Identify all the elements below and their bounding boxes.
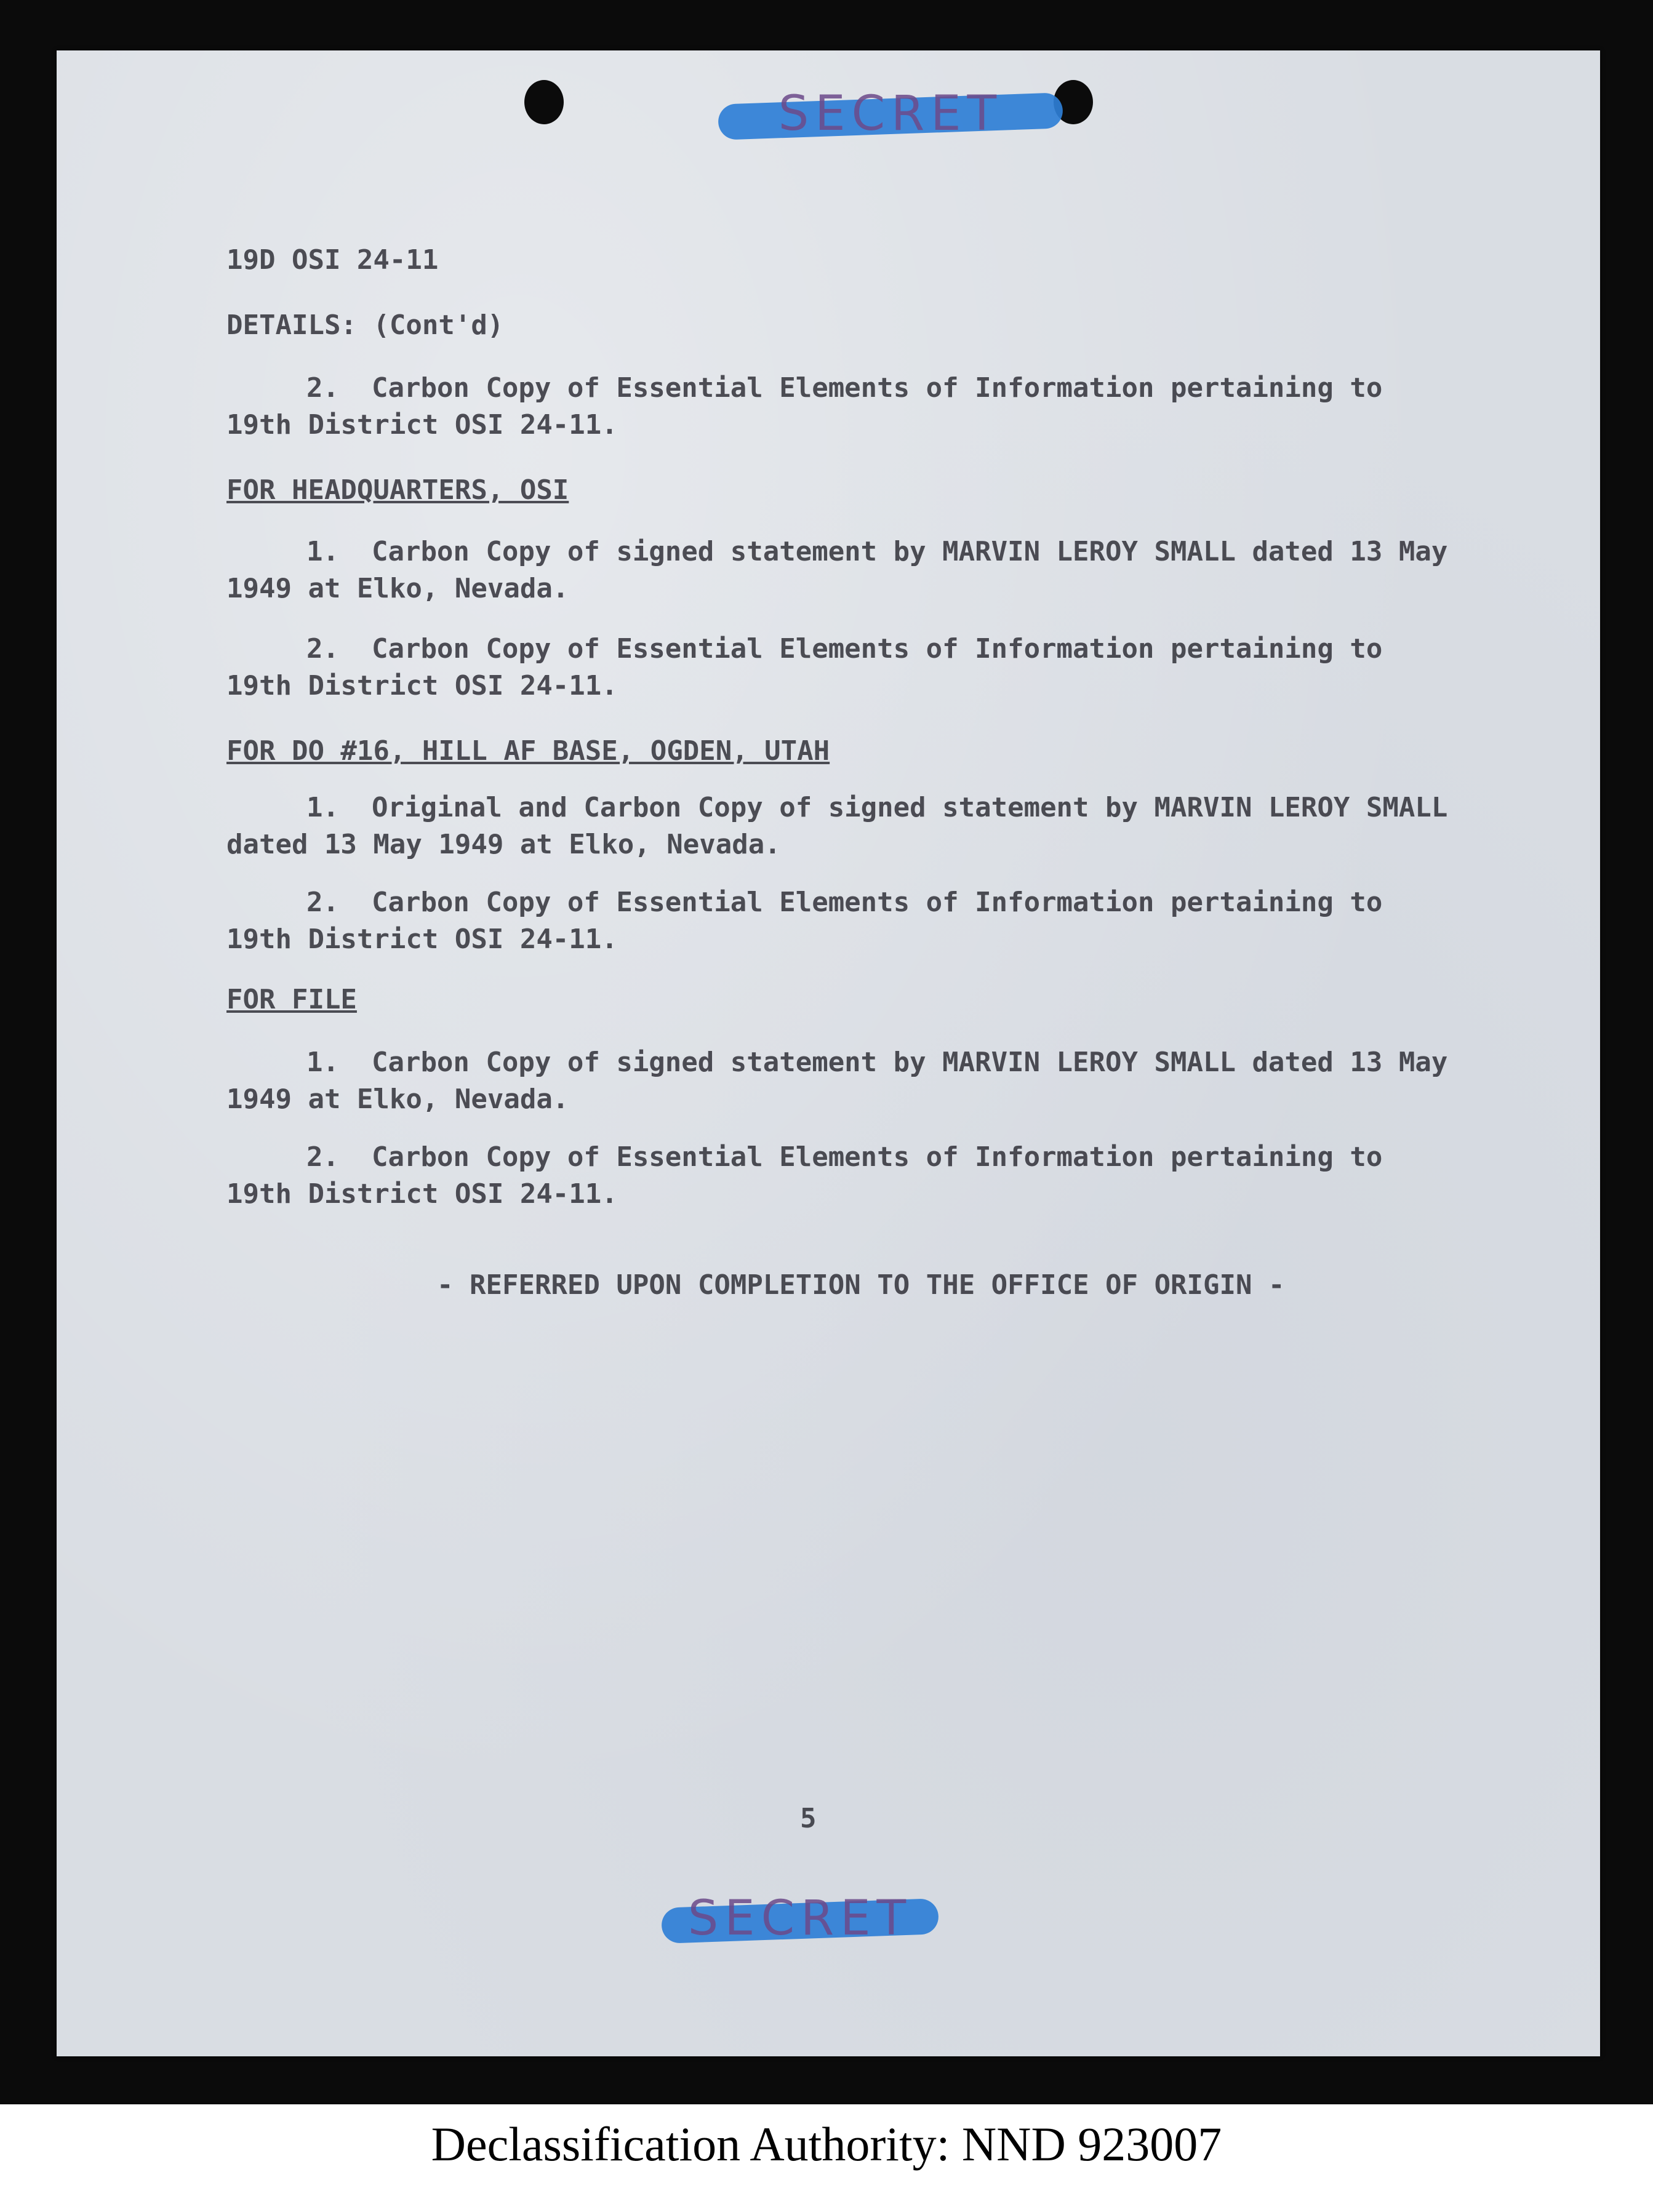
list-item-line2: 1949 at Elko, Nevada. — [226, 573, 569, 604]
list-item-line1: 1. Carbon Copy of signed statement by MARVIN LEROY SMALL dated 13 May — [306, 1047, 1448, 1078]
closing-line: - REFERRED UPON COMPLETION TO THE OFFICE OF ORIGIN - — [437, 1269, 1285, 1301]
intro-item-number: 2. — [306, 372, 339, 404]
intro-item-line1: 2. Carbon Copy of Essential Elements of Information pertaining to — [306, 372, 1383, 404]
declassification-footer: Declassification Authority: NND 923007 — [431, 2117, 1222, 2171]
list-item-line2: 19th District OSI 24-11. — [226, 924, 618, 955]
list-item-line1: 2. Carbon Copy of Essential Elements of Information pertaining to — [306, 633, 1383, 665]
bottom-secret-stamp — [662, 1892, 939, 1945]
intro-item-line2: 19th District OSI 24-11. — [226, 409, 618, 441]
punch-hole-left — [524, 80, 564, 124]
list-item-line1: 1. Carbon Copy of signed statement by MARVIN LEROY SMALL dated 13 May — [306, 536, 1448, 567]
top-secret-stamp — [718, 87, 1063, 140]
page-number: 5 — [800, 1803, 817, 1834]
section-heading: FOR DO #16, HILL AF BASE, OGDEN, UTAH — [226, 735, 830, 767]
list-item-line2: 1949 at Elko, Nevada. — [226, 1084, 569, 1115]
list-item-line2: 19th District OSI 24-11. — [226, 1178, 618, 1210]
section-heading: FOR HEADQUARTERS, OSI — [226, 474, 569, 506]
list-item-line2: dated 13 May 1949 at Elko, Nevada. — [226, 829, 781, 860]
top-secret-text: SECRET — [778, 86, 1003, 142]
list-item-line2: 19th District OSI 24-11. — [226, 670, 618, 701]
file-reference: 19D OSI 24-11 — [226, 244, 439, 276]
section-heading: FOR FILE — [226, 984, 357, 1015]
bottom-secret-text: SECRET — [687, 1891, 913, 1946]
details-label: DETAILS: (Cont'd) — [226, 309, 504, 341]
list-item-line1: 1. Original and Carbon Copy of signed statement by MARVIN LEROY SMALL — [306, 792, 1448, 823]
list-item-line1: 2. Carbon Copy of Essential Elements of Information pertaining to — [306, 1141, 1383, 1173]
list-item-line1: 2. Carbon Copy of Essential Elements of Information pertaining to — [306, 887, 1383, 918]
